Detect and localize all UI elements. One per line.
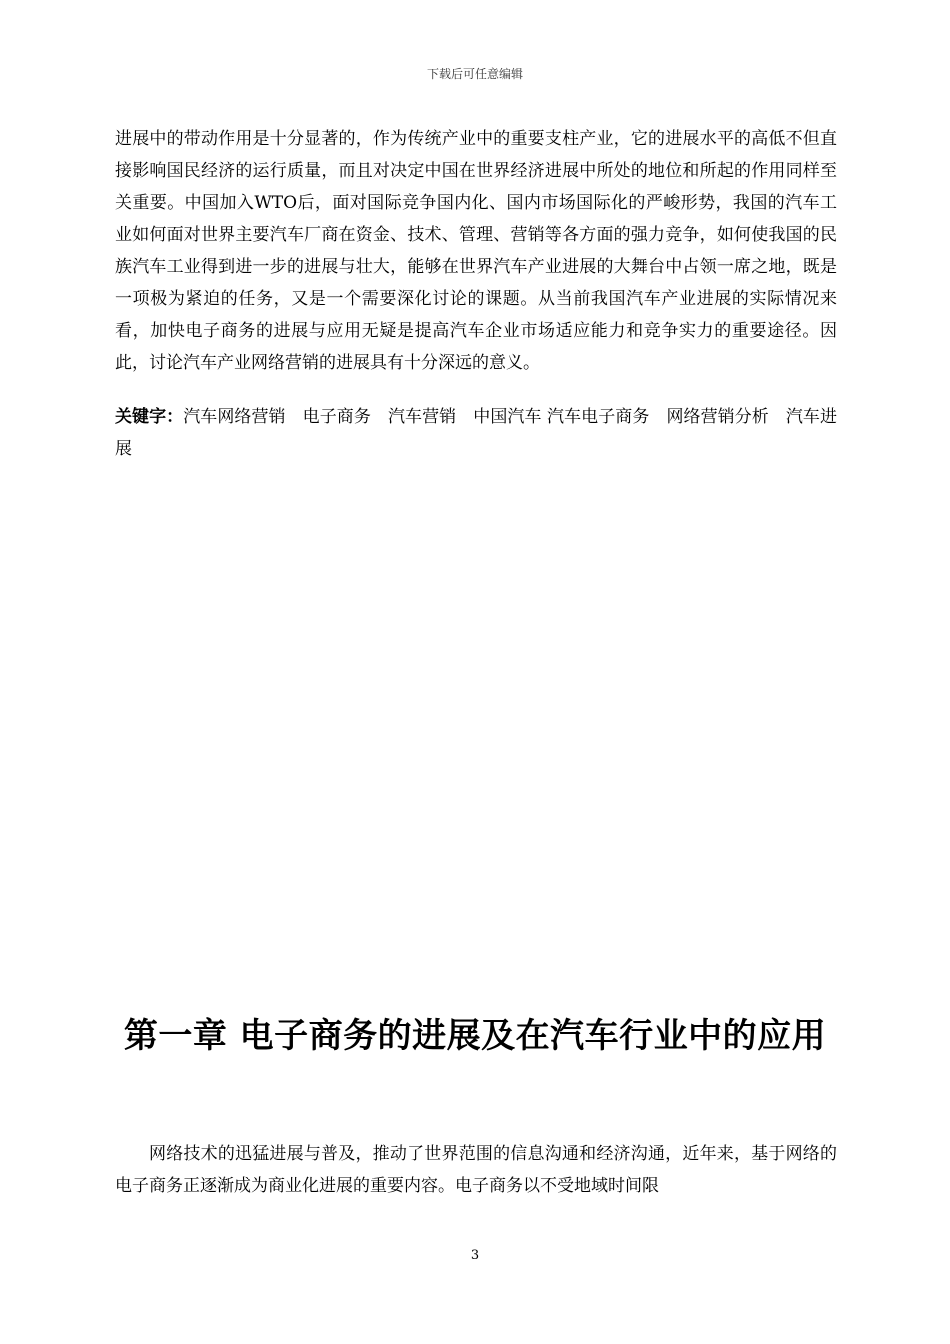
chapter-paragraph: 网络技术的迅猛进展与普及，推动了世界范围的信息沟通和经济沟通，近年来，基于网络的电子商务正逐渐成为商业化进展的重要内容。电子商务以不受地域时间限 — [115, 1144, 837, 1196]
body-paragraph: 进展中的带动作用是十分显著的，作为传统产业中的重要支柱产业，它的进展水平的高低不但直接影响国民经济的运行质量，而且对决定中国在世界经济进展中所处的地位和所起的作用同样至关重要。中国加入WTO后，面对国际竞争国内化、国内市场国际化的严峻形势，我国的汽车工业如何面对世界主要汽车厂商在资金、技术、管理、营销等各方面的强力竞争，如何使我国的民族汽车工业得到进一步的进展与壮大，能够在世界汽车产业进展的大舞台中占领一席之地，既是一项极为紧迫的任务，又是一个需要深化讨论的课题。从当前我国汽车产业进展的实际情况来看，加快电子商务的进展与应用无疑是提高汽车企业市场适应能力和竞争实力的重要途径。因此，讨论汽车产业网络营销的进展具有十分深远的意义。 — [115, 129, 837, 373]
chapter-title: 第一章 电子商务的进展及在汽车行业中的应用 — [123, 1016, 827, 1056]
header-note: 下载后可任意编辑 — [426, 67, 523, 81]
keywords-label: 关键字： — [115, 407, 184, 427]
keywords-text: 汽车网络营销 电子商务 汽车营销 中国汽车 汽车电子商务 网络营销分析 汽车进展 — [115, 407, 837, 459]
page-number: 3 — [470, 1248, 480, 1263]
keywords-line — [115, 401, 837, 465]
